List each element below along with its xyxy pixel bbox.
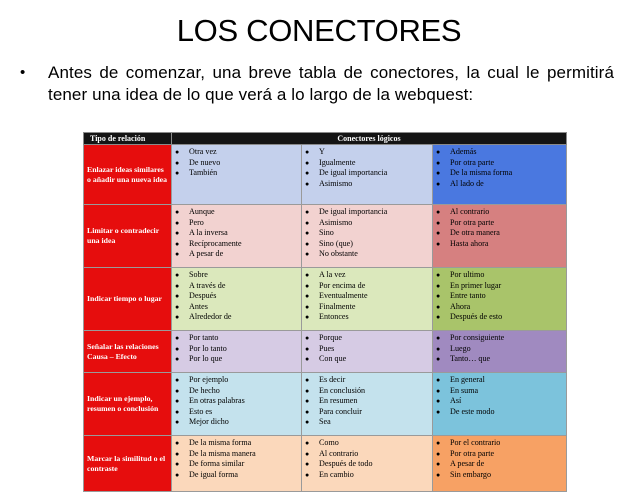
bullet-icon: ●: [175, 439, 180, 447]
relation-type-cell: Señalar las relaciones Causa – Efecto: [84, 331, 172, 373]
connector-text: Tanto… que: [450, 354, 491, 364]
bullet-icon: ●: [436, 386, 441, 395]
connector-text: Ahora: [450, 301, 471, 311]
connectors-cell: [433, 145, 567, 205]
bullet-icon: ●: [175, 376, 180, 384]
connector-list: [172, 373, 301, 428]
connector-text: Eventualmente: [319, 291, 368, 301]
connector-item: [305, 344, 432, 355]
connector-text: A la inversa: [189, 228, 228, 238]
connector-item: [175, 281, 301, 292]
bullet-icon: ●: [305, 229, 310, 238]
connector-item: [436, 158, 566, 169]
connector-item: [175, 228, 301, 239]
connector-item: [436, 239, 566, 250]
table-row: [84, 331, 567, 373]
connector-text: Después de esto: [450, 312, 503, 322]
connector-item: [175, 158, 301, 169]
connector-text: Además: [450, 147, 477, 156]
connector-item: [305, 459, 432, 470]
connector-text: Luego: [450, 343, 471, 353]
connector-text: En suma: [450, 385, 479, 395]
connector-item: [436, 438, 566, 449]
connector-text: De igual forma: [189, 469, 238, 479]
connector-text: Entonces: [319, 312, 349, 322]
connector-text: Alrededor de: [189, 312, 232, 322]
bullet-icon: ●: [436, 449, 441, 458]
bullet-icon: ●: [305, 208, 310, 216]
connector-item: [436, 354, 566, 365]
bullet-icon: ●: [305, 169, 310, 178]
connector-item: [175, 291, 301, 302]
connectors-cell: [302, 268, 433, 331]
connector-text: En primer lugar: [450, 280, 502, 290]
bullet-icon: ●: [436, 460, 441, 469]
table-row: [84, 373, 567, 436]
connector-item: [436, 179, 566, 190]
connector-text: A pesar de: [450, 459, 485, 469]
connector-text: Pero: [189, 217, 204, 227]
bullet-icon: ●: [436, 271, 441, 279]
connectors-cell: [172, 436, 302, 492]
connector-item: [175, 270, 301, 281]
connectors-cell: [433, 373, 567, 436]
bullet-icon: ●: [305, 418, 310, 427]
connector-list: [433, 145, 566, 189]
bullet-icon: ●: [305, 449, 310, 458]
bullet-icon: ●: [175, 158, 180, 167]
connector-text: Sea: [319, 417, 331, 427]
connector-item: [305, 228, 432, 239]
connector-item: [305, 239, 432, 250]
connector-text: Esto es: [189, 406, 213, 416]
connector-item: [436, 228, 566, 239]
bullet-icon: ●: [305, 218, 310, 227]
connector-text: Al lado de: [450, 178, 484, 188]
connector-text: De forma similar: [189, 459, 245, 469]
bullet-icon: ●: [305, 239, 310, 248]
bullet-icon: ●: [175, 460, 180, 469]
bullet-icon: ●: [305, 470, 310, 479]
connector-text: Por encima de: [319, 280, 366, 290]
bullet-icon: ●: [436, 302, 441, 311]
connector-item: [436, 333, 566, 344]
connector-item: [436, 312, 566, 323]
connectors-cell: [302, 373, 433, 436]
connector-item: [175, 407, 301, 418]
bullet-icon: ●: [436, 407, 441, 416]
connector-text: Aunque: [189, 207, 215, 216]
connectors-table: [83, 132, 567, 492]
connector-text: Entre tanto: [450, 291, 486, 301]
connector-text: Al contrario: [450, 207, 490, 216]
connector-item: [305, 354, 432, 365]
connector-item: [436, 207, 566, 218]
bullet-icon: ●: [436, 208, 441, 216]
bullet-icon: ●: [436, 470, 441, 479]
connector-list: [302, 268, 432, 323]
connector-text: Asimismo: [319, 217, 353, 227]
bullet-icon: ●: [175, 250, 180, 259]
connectors-cell: [172, 268, 302, 331]
connector-item: [436, 407, 566, 418]
bullet-icon: ●: [305, 376, 310, 384]
bullet-icon: ●: [305, 250, 310, 259]
connector-list: [172, 331, 301, 365]
connector-item: [305, 270, 432, 281]
connectors-cell: [302, 331, 433, 373]
bullet-icon: ●: [436, 376, 441, 384]
bullet-icon: ●: [305, 313, 310, 322]
connector-item: [305, 396, 432, 407]
connector-item: [175, 386, 301, 397]
connector-text: En general: [450, 375, 485, 384]
bullet-icon: ●: [305, 386, 310, 395]
bullet-icon: ●: [305, 397, 310, 406]
connector-item: [175, 147, 301, 158]
connector-item: [436, 396, 566, 407]
connector-item: [305, 168, 432, 179]
bullet-icon: ●: [175, 229, 180, 238]
connector-list: [172, 436, 301, 480]
bullet-icon: ●: [436, 148, 441, 156]
connectors-cell: [433, 268, 567, 331]
bullet-icon: ●: [436, 169, 441, 178]
connector-list: [433, 268, 566, 323]
bullet-icon: ●: [175, 407, 180, 416]
connector-item: [175, 249, 301, 260]
table-body: [84, 145, 567, 492]
connector-text: En cambio: [319, 469, 354, 479]
connector-item: [305, 179, 432, 190]
connector-text: Porque: [319, 333, 342, 342]
bullet-icon: ●: [436, 355, 441, 364]
connector-item: [305, 207, 432, 218]
bullet-icon: ●: [436, 229, 441, 238]
relation-type-cell: Indicar tiempo o lugar: [84, 268, 172, 331]
connector-item: [175, 438, 301, 449]
connector-text: Recíprocamente: [189, 238, 242, 248]
connector-text: Por otra parte: [450, 217, 495, 227]
connector-text: En conclusión: [319, 385, 366, 395]
connectors-cell: [172, 145, 302, 205]
header-logical-connectors: Conectores lógicos: [172, 133, 567, 145]
bullet-icon: ●: [436, 313, 441, 322]
connector-item: [305, 218, 432, 229]
bullet-icon: ●: [305, 271, 310, 279]
connectors-cell: [433, 331, 567, 373]
connector-item: [305, 375, 432, 386]
connector-text: Por ejemplo: [189, 375, 229, 384]
connectors-cell: [302, 145, 433, 205]
connector-item: [305, 281, 432, 292]
bullet-icon: ●: [436, 344, 441, 353]
bullet-icon: ●: [175, 271, 180, 279]
connector-list: [433, 436, 566, 480]
bullet-icon: ●: [175, 148, 180, 156]
connector-item: [175, 417, 301, 428]
connector-text: Otra vez: [189, 147, 217, 156]
bullet-icon: ●: [305, 344, 310, 353]
connector-item: [175, 207, 301, 218]
connector-text: A pesar de: [189, 249, 224, 259]
connector-item: [175, 333, 301, 344]
connector-text: Sin embargo: [450, 469, 491, 479]
bullet-icon: ●: [305, 334, 310, 342]
connector-item: [305, 147, 432, 158]
connector-item: [436, 291, 566, 302]
connector-text: Por lo tanto: [189, 343, 227, 353]
bullet-icon: ●: [305, 460, 310, 469]
connector-text: De hecho: [189, 385, 220, 395]
bullet-icon: ●: [175, 449, 180, 458]
connector-item: [436, 168, 566, 179]
bullet-icon: ●: [175, 397, 180, 406]
relation-type-cell: Indicar un ejemplo, resumen o conclusión: [84, 373, 172, 436]
connector-text: Por otra parte: [450, 157, 495, 167]
connector-text: Por tanto: [189, 333, 219, 342]
bullet-icon: ●: [175, 470, 180, 479]
table-header-row: [84, 133, 567, 145]
connector-text: Con que: [319, 354, 347, 364]
connector-item: [175, 312, 301, 323]
connectors-cell: [172, 205, 302, 268]
table-row: [84, 436, 567, 492]
connector-list: [302, 331, 432, 365]
table-row: [84, 145, 567, 205]
connector-text: Así: [450, 396, 462, 406]
connector-text: Como: [319, 438, 339, 447]
connector-item: [305, 333, 432, 344]
bullet-icon: ●: [436, 334, 441, 342]
connector-item: [175, 449, 301, 460]
bullet-icon: ●: [175, 313, 180, 322]
connector-text: De la misma manera: [189, 448, 256, 458]
bullet-icon: ●: [436, 292, 441, 301]
bullet-icon: ●: [436, 179, 441, 188]
bullet-icon: ●: [305, 158, 310, 167]
connector-text: Igualmente: [319, 157, 356, 167]
connector-item: [436, 302, 566, 313]
bullet-icon: ●: [175, 239, 180, 248]
bullet-icon: ●: [305, 407, 310, 416]
bullet-icon: •: [20, 64, 26, 81]
bullet-icon: ●: [436, 281, 441, 290]
connector-text: Por lo que: [189, 354, 223, 364]
connector-text: De igual importancia: [319, 207, 388, 216]
connector-text: De igual importancia: [319, 168, 388, 178]
connector-text: Por ultimo: [450, 270, 485, 279]
bullet-icon: ●: [175, 334, 180, 342]
connector-text: Para concluir: [319, 406, 362, 416]
connector-item: [436, 147, 566, 158]
connectors-cell: [172, 331, 302, 373]
connector-text: En otras palabras: [189, 396, 245, 406]
connector-item: [305, 312, 432, 323]
bullet-icon: ●: [175, 355, 180, 364]
connector-text: De nuevo: [189, 157, 221, 167]
connector-text: En resumen: [319, 396, 358, 406]
connector-item: [175, 354, 301, 365]
relation-type-cell: Limitar o contradecir una idea: [84, 205, 172, 268]
connector-text: Hasta ahora: [450, 238, 489, 248]
connector-item: [175, 302, 301, 313]
bullet-icon: ●: [175, 281, 180, 290]
connector-item: [305, 158, 432, 169]
bullet-icon: ●: [436, 397, 441, 406]
bullet-icon: ●: [305, 302, 310, 311]
connector-item: [436, 449, 566, 460]
connector-text: Por consiguiente: [450, 333, 505, 342]
connector-text: Antes: [189, 301, 208, 311]
connector-item: [436, 281, 566, 292]
connector-item: [175, 168, 301, 179]
connector-text: De la misma forma: [189, 438, 252, 447]
connectors-cell: [433, 436, 567, 492]
connector-text: Por el contrario: [450, 438, 501, 447]
connector-text: Después de todo: [319, 459, 373, 469]
connector-item: [436, 375, 566, 386]
bullet-icon: ●: [305, 292, 310, 301]
table-row: [84, 268, 567, 331]
connector-item: [305, 386, 432, 397]
connector-list: [433, 205, 566, 249]
connectors-cell: [433, 205, 567, 268]
connector-text: Pues: [319, 343, 335, 353]
connector-text: Después: [189, 291, 217, 301]
connector-item: [436, 270, 566, 281]
bullet-icon: ●: [175, 218, 180, 227]
connector-list: [172, 145, 301, 179]
connectors-cell: [302, 436, 433, 492]
connector-text: Al contrario: [319, 448, 359, 458]
connector-text: Mejor dicho: [189, 417, 229, 427]
table-row: [84, 205, 567, 268]
slide-title: LOS CONECTORES: [176, 13, 462, 48]
bullet-icon: ●: [175, 344, 180, 353]
connector-item: [305, 417, 432, 428]
connector-item: [175, 239, 301, 250]
connector-text: No obstante: [319, 249, 358, 259]
connector-text: Finalmente: [319, 301, 356, 311]
bullet-icon: ●: [436, 439, 441, 447]
bullet-icon: ●: [175, 302, 180, 311]
connector-item: [175, 344, 301, 355]
connector-item: [175, 218, 301, 229]
connector-list: [172, 268, 301, 323]
connector-list: [433, 331, 566, 365]
bullet-icon: ●: [305, 439, 310, 447]
connector-item: [175, 375, 301, 386]
bullet-icon: ●: [305, 281, 310, 290]
bullet-icon: ●: [436, 158, 441, 167]
intro-paragraph: Antes de comenzar, una breve tabla de conectores, la cual le permitirá tener una idea de lo que verá a lo largo de la webquest:: [48, 63, 614, 104]
connector-text: Sino: [319, 228, 334, 238]
connector-list: [302, 145, 432, 189]
connector-item: [175, 396, 301, 407]
connector-text: A la vez: [319, 270, 346, 279]
header-relation-type: Tipo de relación: [84, 133, 172, 145]
connector-list: [172, 205, 301, 260]
connector-list: [302, 436, 432, 480]
connectors-cell: [302, 205, 433, 268]
bullet-icon: ●: [305, 148, 310, 156]
connector-item: [305, 302, 432, 313]
connector-text: De la misma forma: [450, 168, 513, 178]
connector-item: [436, 218, 566, 229]
connector-text: Sino (que): [319, 238, 353, 248]
bullet-icon: ●: [175, 386, 180, 395]
connector-item: [436, 386, 566, 397]
connector-item: [436, 344, 566, 355]
bullet-icon: ●: [436, 218, 441, 227]
bullet-icon: ●: [436, 239, 441, 248]
connector-text: Es decir: [319, 375, 346, 384]
connector-item: [305, 449, 432, 460]
connector-text: Y: [319, 147, 325, 156]
connector-text: Por otra parte: [450, 448, 495, 458]
relation-type-cell: Marcar la similitud o el contraste: [84, 436, 172, 492]
bullet-icon: ●: [305, 355, 310, 364]
connector-list: [302, 205, 432, 260]
connector-text: De otra manera: [450, 228, 500, 238]
connector-item: [305, 407, 432, 418]
bullet-icon: ●: [175, 208, 180, 216]
connector-text: A través de: [189, 280, 226, 290]
connector-item: [175, 459, 301, 470]
bullet-icon: ●: [175, 292, 180, 301]
connectors-cell: [172, 373, 302, 436]
connector-item: [305, 291, 432, 302]
bullet-icon: ●: [175, 169, 180, 178]
connector-text: De este modo: [450, 406, 495, 416]
connector-list: [433, 373, 566, 417]
connector-text: Asimismo: [319, 178, 353, 188]
relation-type-cell: Enlazar ideas similares o añadir una nueva idea: [84, 145, 172, 205]
connector-text: También: [189, 168, 218, 178]
connector-item: [436, 459, 566, 470]
connector-list: [302, 373, 432, 428]
bullet-icon: ●: [175, 418, 180, 427]
bullet-icon: ●: [305, 179, 310, 188]
connector-item: [305, 438, 432, 449]
connector-item: [305, 249, 432, 260]
connector-text: Sobre: [189, 270, 208, 279]
